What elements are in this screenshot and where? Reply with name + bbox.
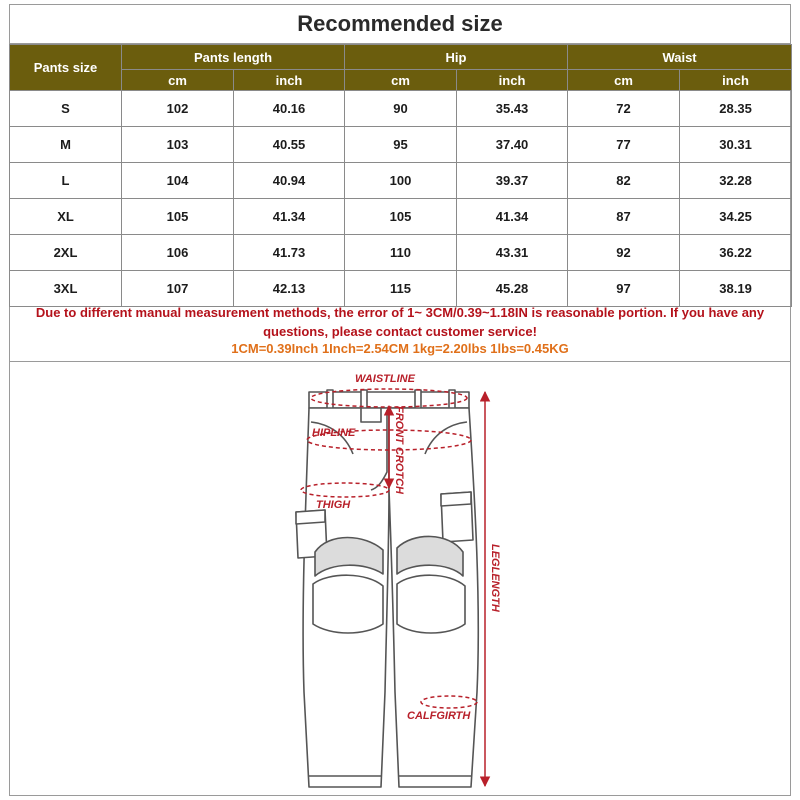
size-cell: M: [10, 127, 122, 163]
label-waistline: WAISTLINE: [355, 373, 415, 385]
unit-header: inch: [457, 70, 568, 91]
value-cell: 32.28: [680, 163, 792, 199]
value-cell: 77: [568, 127, 680, 163]
size-cell: 2XL: [10, 235, 122, 271]
size-cell: 3XL: [10, 271, 122, 307]
table-row: [10, 127, 792, 163]
label-leg-length: LEGLENGTH: [489, 544, 501, 612]
value-cell: 106: [122, 235, 234, 271]
unit-header: cm: [568, 70, 680, 91]
value-cell: 87: [568, 199, 680, 235]
table-row: [10, 163, 792, 199]
value-cell: 72: [568, 91, 680, 127]
unit-header: inch: [234, 70, 345, 91]
unit-header: cm: [122, 70, 234, 91]
value-cell: 28.35: [680, 91, 792, 127]
value-cell: 110: [345, 235, 457, 271]
size-chart-table: [9, 44, 792, 307]
value-cell: 41.34: [234, 199, 345, 235]
label-calf-girth: CALFGIRTH: [407, 710, 471, 722]
value-cell: 45.28: [457, 271, 568, 307]
table-row: [10, 199, 792, 235]
table-row: [10, 91, 792, 127]
table-row: [10, 235, 792, 271]
size-cell: L: [10, 163, 122, 199]
value-cell: 102: [122, 91, 234, 127]
value-cell: 40.94: [234, 163, 345, 199]
value-cell: 43.31: [457, 235, 568, 271]
unit-header: cm: [345, 70, 457, 91]
pants-measurement-diagram: [9, 362, 791, 796]
value-cell: 38.19: [680, 271, 792, 307]
value-cell: 115: [345, 271, 457, 307]
value-cell: 35.43: [457, 91, 568, 127]
label-front-crotch: FRONT CROTCH: [393, 406, 405, 494]
value-cell: 41.34: [457, 199, 568, 235]
size-cell: S: [10, 91, 122, 127]
label-hipline: HIPLINE: [312, 427, 356, 439]
value-cell: 37.40: [457, 127, 568, 163]
page-title: Recommended size: [9, 4, 791, 44]
value-cell: 36.22: [680, 235, 792, 271]
value-cell: 105: [345, 199, 457, 235]
value-cell: 30.31: [680, 127, 792, 163]
value-cell: 103: [122, 127, 234, 163]
header-waist: Waist: [568, 45, 792, 70]
unit-conversion: 1CM=0.39Inch 1Inch=2.54CM 1kg=2.20lbs 1lbs=0.45KG: [231, 341, 569, 356]
value-cell: 104: [122, 163, 234, 199]
pants-diagram-svg: [9, 362, 791, 796]
header-hip: Hip: [345, 45, 568, 70]
measurement-note: [9, 300, 791, 362]
unit-header: inch: [680, 70, 792, 91]
value-cell: 82: [568, 163, 680, 199]
value-cell: 39.37: [457, 163, 568, 199]
value-cell: 41.73: [234, 235, 345, 271]
value-cell: 107: [122, 271, 234, 307]
value-cell: 95: [345, 127, 457, 163]
value-cell: 42.13: [234, 271, 345, 307]
value-cell: 105: [122, 199, 234, 235]
value-cell: 40.16: [234, 91, 345, 127]
label-thigh: THIGH: [316, 499, 351, 511]
value-cell: 100: [345, 163, 457, 199]
measurement-disclaimer: Due to different manual measurement methods, the error of 1~ 3CM/0.39~1.18IN is reasonable portion. If you have any questions, please contact customer service!: [35, 305, 765, 339]
value-cell: 90: [345, 91, 457, 127]
value-cell: 34.25: [680, 199, 792, 235]
header-pants-length: Pants length: [122, 45, 345, 70]
value-cell: 92: [568, 235, 680, 271]
size-cell: XL: [10, 199, 122, 235]
value-cell: 97: [568, 271, 680, 307]
header-pants-size: Pants size: [10, 45, 122, 91]
value-cell: 40.55: [234, 127, 345, 163]
